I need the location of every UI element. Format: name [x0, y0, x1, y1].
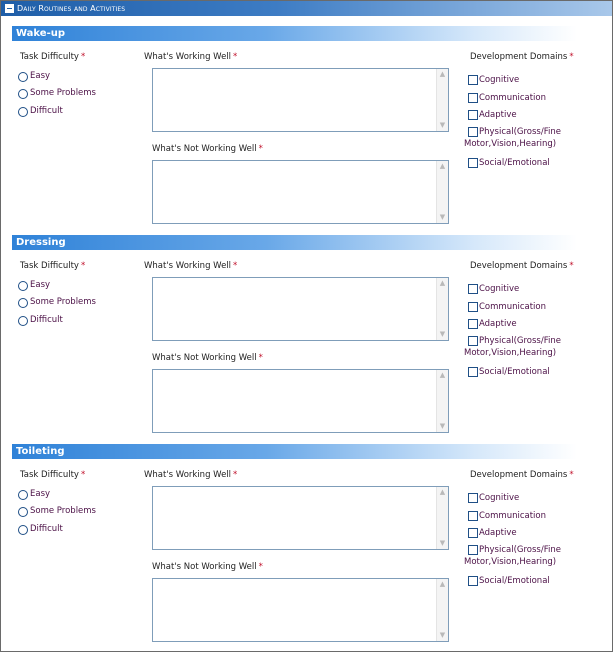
- domain-checkbox[interactable]: [468, 302, 478, 312]
- section-header-bar: [12, 235, 577, 250]
- textarea-scrollbar[interactable]: [436, 579, 448, 641]
- working-well-textarea[interactable]: [152, 68, 449, 132]
- domain-label[interactable]: Cognitive: [479, 75, 520, 85]
- domain-label[interactable]: Social/Emotional: [479, 367, 550, 377]
- difficulty-radio[interactable]: [18, 490, 28, 500]
- difficulty-radio[interactable]: [18, 89, 28, 99]
- not-working-well-textarea[interactable]: [152, 578, 449, 642]
- domain-checkbox[interactable]: [468, 493, 478, 503]
- not-working-well-label: [152, 562, 263, 572]
- required-marker: *: [233, 261, 238, 271]
- working-well-label-text: What's Working Well: [144, 52, 232, 62]
- domain-checkbox[interactable]: [468, 367, 478, 377]
- difficulty-option-label[interactable]: Difficult: [30, 315, 63, 325]
- required-marker: *: [80, 470, 86, 480]
- domain-checkbox[interactable]: [468, 319, 478, 329]
- domain-checkbox[interactable]: [468, 528, 478, 538]
- not-working-well-label-text: What's Not Working Well: [152, 144, 257, 154]
- not-working-well-label-text: What's Not Working Well: [152, 562, 257, 572]
- domain-checkbox[interactable]: [468, 127, 478, 137]
- domain-label[interactable]: Adaptive: [479, 110, 517, 120]
- textarea-scrollbar[interactable]: [436, 487, 448, 549]
- scroll-down-arrow-icon[interactable]: ▼: [439, 121, 446, 129]
- difficulty-option-label[interactable]: Easy: [30, 280, 51, 290]
- domain-label[interactable]: Communication: [479, 302, 546, 312]
- not-working-well-label: [152, 144, 263, 154]
- working-well-textarea[interactable]: [152, 277, 449, 341]
- scroll-up-arrow-icon[interactable]: ▲: [439, 162, 446, 170]
- collapse-icon[interactable]: [5, 4, 14, 13]
- required-marker: *: [569, 470, 574, 480]
- task-difficulty-label: [20, 52, 85, 62]
- required-marker: *: [258, 144, 263, 154]
- domain-checkbox[interactable]: [468, 511, 478, 521]
- working-well-textarea[interactable]: [152, 486, 449, 550]
- task-difficulty-label-text: Task Difficulty: [20, 52, 79, 62]
- domain-label[interactable]: Physical(Gross/Fine: [479, 545, 561, 555]
- domain-label[interactable]: Cognitive: [479, 284, 520, 294]
- development-domains-label-text: Development Domains: [470, 470, 568, 480]
- difficulty-option-label[interactable]: Easy: [30, 489, 51, 499]
- routine-section: [1, 26, 612, 236]
- section-title: Toileting: [16, 446, 65, 457]
- task-difficulty-label: [20, 261, 85, 271]
- working-well-label: [144, 52, 237, 62]
- scroll-up-arrow-icon[interactable]: ▲: [439, 580, 446, 588]
- domain-checkbox[interactable]: [468, 336, 478, 346]
- difficulty-option-label[interactable]: Difficult: [30, 106, 63, 116]
- required-marker: *: [233, 52, 238, 62]
- scroll-up-arrow-icon[interactable]: ▲: [439, 70, 446, 78]
- domain-label-continued[interactable]: Motor,Vision,Hearing): [464, 139, 557, 149]
- not-working-well-textarea[interactable]: [152, 160, 449, 224]
- difficulty-radio[interactable]: [18, 72, 28, 82]
- domain-label[interactable]: Physical(Gross/Fine: [479, 336, 561, 346]
- difficulty-option-label[interactable]: Difficult: [30, 524, 63, 534]
- domain-label[interactable]: Physical(Gross/Fine: [479, 127, 561, 137]
- scroll-down-arrow-icon[interactable]: ▼: [439, 330, 446, 338]
- difficulty-option-label[interactable]: Some Problems: [30, 88, 96, 98]
- textarea-scrollbar[interactable]: [436, 161, 448, 223]
- domain-label[interactable]: Adaptive: [479, 528, 517, 538]
- domain-label[interactable]: Adaptive: [479, 319, 517, 329]
- scroll-down-arrow-icon[interactable]: ▼: [439, 631, 446, 639]
- difficulty-radio[interactable]: [18, 298, 28, 308]
- working-well-label-text: What's Working Well: [144, 470, 232, 480]
- textarea-scrollbar[interactable]: [436, 370, 448, 432]
- scroll-down-arrow-icon[interactable]: ▼: [439, 422, 446, 430]
- required-marker: *: [80, 52, 86, 62]
- routine-section: [1, 444, 612, 652]
- not-working-well-label-text: What's Not Working Well: [152, 353, 257, 363]
- required-marker: *: [569, 52, 574, 62]
- difficulty-radio[interactable]: [18, 281, 28, 291]
- difficulty-radio[interactable]: [18, 316, 28, 326]
- routine-section: [1, 235, 612, 445]
- not-working-well-label: [152, 353, 263, 363]
- textarea-scrollbar[interactable]: [436, 278, 448, 340]
- task-difficulty-label-text: Task Difficulty: [20, 470, 79, 480]
- section-title: Dressing: [16, 237, 66, 248]
- scroll-down-arrow-icon[interactable]: ▼: [439, 213, 446, 221]
- domain-label[interactable]: Social/Emotional: [479, 158, 550, 168]
- required-marker: *: [569, 261, 574, 271]
- difficulty-option-label[interactable]: Some Problems: [30, 297, 96, 307]
- domain-label[interactable]: Social/Emotional: [479, 576, 550, 586]
- development-domains-label: [470, 470, 574, 480]
- difficulty-radio[interactable]: [18, 507, 28, 517]
- domain-checkbox[interactable]: [468, 93, 478, 103]
- required-marker: *: [258, 353, 263, 363]
- section-header-bar: [12, 444, 577, 459]
- domain-checkbox[interactable]: [468, 75, 478, 85]
- domain-label[interactable]: Cognitive: [479, 493, 520, 503]
- scroll-up-arrow-icon[interactable]: ▲: [439, 279, 446, 287]
- domain-checkbox[interactable]: [468, 545, 478, 555]
- development-domains-label-text: Development Domains: [470, 261, 568, 271]
- required-marker: *: [258, 562, 263, 572]
- domain-checkbox[interactable]: [468, 158, 478, 168]
- difficulty-radio[interactable]: [18, 107, 28, 117]
- required-marker: *: [80, 261, 86, 271]
- development-domains-label: [470, 261, 574, 271]
- panel-title: Daily Routines and Activities: [17, 4, 126, 13]
- development-domains-label-text: Development Domains: [470, 52, 568, 62]
- working-well-label: [144, 470, 237, 480]
- section-title: Wake-up: [16, 28, 66, 39]
- domain-checkbox[interactable]: [468, 110, 478, 120]
- working-well-label-text: What's Working Well: [144, 261, 232, 271]
- difficulty-radio[interactable]: [18, 525, 28, 535]
- domain-label[interactable]: Communication: [479, 511, 546, 521]
- domain-label[interactable]: Communication: [479, 93, 546, 103]
- domain-checkbox[interactable]: [468, 576, 478, 586]
- task-difficulty-label: [20, 470, 85, 480]
- working-well-label: [144, 261, 237, 271]
- domain-label-continued[interactable]: Motor,Vision,Hearing): [464, 557, 557, 567]
- task-difficulty-label-text: Task Difficulty: [20, 261, 79, 271]
- panel-header: [1, 1, 612, 16]
- difficulty-option-label[interactable]: Easy: [30, 71, 51, 81]
- domain-label-continued[interactable]: Motor,Vision,Hearing): [464, 348, 557, 358]
- development-domains-label: [470, 52, 574, 62]
- required-marker: *: [233, 470, 238, 480]
- not-working-well-textarea[interactable]: [152, 369, 449, 433]
- domain-checkbox[interactable]: [468, 284, 478, 294]
- textarea-scrollbar[interactable]: [436, 69, 448, 131]
- section-header-bar: [12, 26, 577, 41]
- scroll-down-arrow-icon[interactable]: ▼: [439, 539, 446, 547]
- difficulty-option-label[interactable]: Some Problems: [30, 506, 96, 516]
- scroll-up-arrow-icon[interactable]: ▲: [439, 488, 446, 496]
- scroll-up-arrow-icon[interactable]: ▲: [439, 371, 446, 379]
